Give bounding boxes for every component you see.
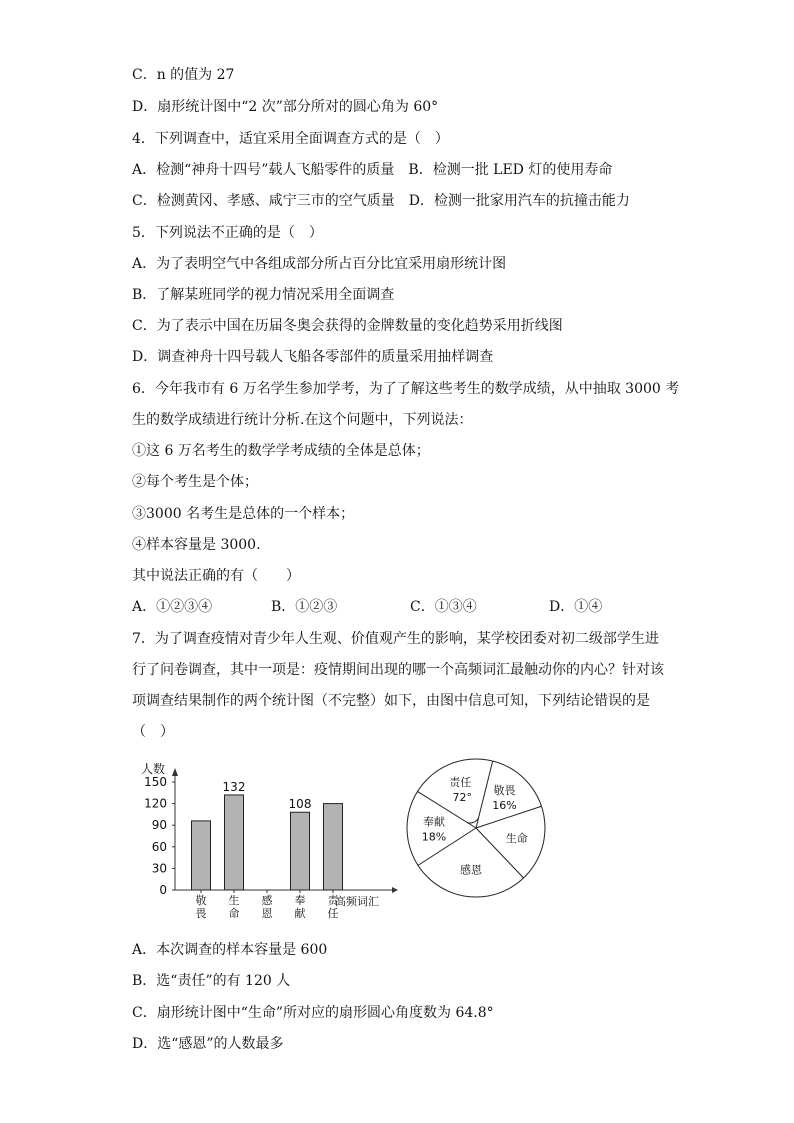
x-tick-label-char: 恩 — [261, 907, 273, 920]
q7-option-c: C．扇形统计图中“生命”所对应的扇形圆心角度数为 64.8° — [132, 1005, 494, 1021]
q6-question: 其中说法正确的有（ ） — [132, 568, 300, 584]
q5-stem: 5．下列说法不正确的是（ ） — [132, 225, 323, 241]
y-tick-label: 30 — [151, 861, 167, 876]
x-tick-label-char: 献 — [294, 907, 306, 920]
pie-slice-value: 72° — [452, 791, 473, 805]
bar-value-label: 132 — [222, 779, 246, 794]
pie-slice-label: 责任 — [449, 776, 472, 790]
y-axis-label: 人数 — [141, 762, 166, 776]
x-axis-label: 高频词汇 — [335, 895, 379, 908]
x-tick-label-char: 责 — [327, 894, 339, 907]
q7-option-a: A．本次调查的样本容量是 600 — [132, 942, 328, 958]
q6-stem-line1: 6．今年我市有 6 万名学生参加学考，为了了解这些考生的数学成绩，从中抽取 3000 考 — [132, 381, 680, 397]
q6-statement-2: ②每个考生是个体； — [132, 474, 258, 490]
x-tick-label-char: 畏 — [195, 907, 207, 920]
q7-stem-line4: （ ） — [132, 724, 174, 740]
q4-options-cd: C．检测黄冈、孝感、咸宁三市的空气质量 D．检测一批家用汽车的抗撞击能力 — [132, 193, 630, 209]
pie-slice-label: 生命 — [505, 832, 528, 846]
pie-slice-label: 敬畏 — [493, 784, 516, 798]
q7-stem-line1: 7．为了调查疫情对青少年人生观、价值观产生的影响，某学校团委对初二级部学生进 — [132, 631, 659, 647]
x-tick-label-char: 生 — [228, 894, 240, 907]
q5-option-b: B．了解某班同学的视力情况采用全面调查 — [132, 287, 395, 303]
x-tick-label-char: 敬 — [195, 894, 207, 907]
q5-option-a: A．为了表明空气中各组成部分所占百分比宜采用扇形统计图 — [132, 256, 507, 272]
pie-chart — [400, 752, 555, 907]
bar-chart — [130, 752, 410, 932]
y-tick-label: 60 — [151, 839, 167, 854]
y-axis-arrow — [172, 768, 178, 776]
y-tick-label: 150 — [144, 775, 167, 789]
q7-option-b: B．选“责任”的有 120 人 — [132, 973, 291, 989]
pie-slice-label: 感恩 — [460, 863, 483, 877]
q3-option-d: D．扇形统计图中“2 次”部分所对的圆心角为 60° — [132, 99, 439, 115]
q4-options-ab: A．检测“神舟十四号”载人飞船零件的质量 B．检测一批 LED 灯的使用寿命 — [132, 162, 613, 178]
q6-option-a: A．①②③④ — [132, 599, 213, 615]
x-tick-label-char: 感 — [261, 894, 273, 907]
pie-slice-value: 18% — [421, 830, 447, 844]
q5-option-c: C．为了表示中国在历届冬奥会获得的金牌数量的变化趋势采用折线图 — [132, 318, 563, 334]
q6-statement-4: ④样本容量是 3000. — [132, 537, 261, 553]
x-tick-label-char: 任 — [327, 907, 339, 920]
bar-生命 — [225, 795, 244, 890]
bar-value-label: 108 — [288, 797, 312, 812]
q6-statement-3: ③3000 名考生是总体的一个样本； — [132, 506, 355, 522]
q7-stem-line2: 行了问卷调查，其中一项是：疫情期间出现的哪一个高频词汇最触动你的内心？针对该 — [132, 662, 664, 678]
q6-option-d: D．①④ — [549, 599, 603, 615]
q6-option-c: C．①③④ — [410, 599, 477, 615]
q6-statement-1: ①这 6 万名考生的数学学考成绩的全体是总体； — [132, 443, 430, 459]
bar-奉献 — [291, 812, 310, 890]
pie-slice-value: 16% — [492, 799, 517, 813]
pie-slice-label: 奉献 — [423, 815, 446, 829]
q3-option-c: C．n 的值为 27 — [132, 67, 235, 83]
q4-stem: 4．下列调查中，适宜采用全面调查方式的是（ ） — [132, 131, 449, 147]
q7-stem-line3: 项调查结果制作的两个统计图（不完整）如下，由图中信息可知，下列结论错误的是 — [132, 693, 650, 709]
bar-责任 — [324, 804, 343, 890]
bar-敬畏 — [192, 821, 211, 890]
q6-options — [132, 598, 602, 616]
q5-option-d: D．调查神舟十四号载人飞船各零部件的质量采用抽样调查 — [132, 349, 494, 365]
x-tick-label-char: 命 — [228, 907, 240, 920]
q7-option-d: D．选“感恩”的人数最多 — [132, 1036, 284, 1052]
x-axis-arrow — [392, 887, 398, 893]
y-tick-label: 90 — [151, 818, 167, 833]
q6-stem-line2: 生的数学成绩进行统计分析.在这个问题中，下列说法： — [132, 412, 473, 428]
y-tick-label: 120 — [144, 796, 167, 811]
q6-option-b: B．①②③ — [271, 599, 338, 615]
x-tick-label-char: 奉 — [294, 894, 306, 907]
y-tick-label: 0 — [159, 883, 167, 897]
